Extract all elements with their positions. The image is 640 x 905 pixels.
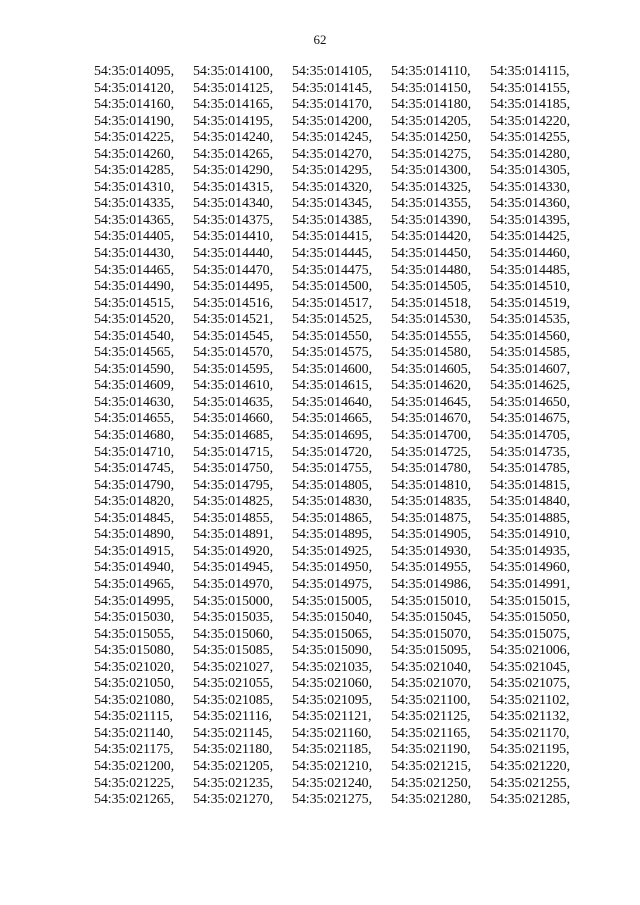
- cadastral-number: 54:35:014520,: [94, 312, 174, 328]
- cadastral-number: 54:35:014470,: [193, 262, 273, 278]
- cadastral-number-list: [94, 64, 594, 809]
- cadastral-number: 54:35:014445,: [292, 246, 372, 262]
- cadastral-number: 54:35:014310,: [94, 179, 174, 195]
- cadastral-number: 54:35:014285,: [94, 163, 174, 179]
- cadastral-number: 54:35:014995,: [94, 593, 174, 609]
- cadastral-number: 54:35:014165,: [193, 97, 273, 113]
- cadastral-number: 54:35:014450,: [391, 246, 471, 262]
- cadastral-number: 54:35:014240,: [193, 130, 273, 146]
- cadastral-number: 54:35:021132,: [490, 709, 570, 725]
- cadastral-number: 54:35:015070,: [391, 626, 471, 642]
- cadastral-number: 54:35:014895,: [292, 527, 372, 543]
- list-row: [94, 511, 594, 528]
- cadastral-number: 54:35:014390,: [391, 212, 471, 228]
- cadastral-number: 54:35:014517,: [292, 295, 372, 311]
- cadastral-number: 54:35:014600,: [292, 361, 372, 377]
- cadastral-number: 54:35:014930,: [391, 543, 471, 559]
- cadastral-number: 54:35:014270,: [292, 146, 372, 162]
- cadastral-number: 54:35:014655,: [94, 411, 174, 427]
- cadastral-number: 54:35:014845,: [94, 510, 174, 526]
- cadastral-number: 54:35:014440,: [193, 246, 273, 262]
- list-row: [94, 246, 594, 263]
- cadastral-number: 54:35:014365,: [94, 212, 174, 228]
- cadastral-number: 54:35:014385,: [292, 212, 372, 228]
- cadastral-number: 54:35:014530,: [391, 312, 471, 328]
- cadastral-number: 54:35:014300,: [391, 163, 471, 179]
- cadastral-number: 54:35:014620,: [391, 378, 471, 394]
- cadastral-number: 54:35:014905,: [391, 527, 471, 543]
- list-row: [94, 163, 594, 180]
- cadastral-number: 54:35:014840,: [490, 494, 570, 510]
- cadastral-number: 54:35:014560,: [490, 328, 570, 344]
- list-row: [94, 81, 594, 98]
- cadastral-number: 54:35:021027,: [193, 659, 273, 675]
- cadastral-number: 54:35:015045,: [391, 610, 471, 626]
- cadastral-number: 54:35:015075,: [490, 626, 570, 642]
- cadastral-number: 54:35:014975,: [292, 576, 372, 592]
- list-row: [94, 279, 594, 296]
- cadastral-number: 54:35:014700,: [391, 428, 471, 444]
- cadastral-number: 54:35:014290,: [193, 163, 273, 179]
- cadastral-number: 54:35:014420,: [391, 229, 471, 245]
- list-row: [94, 676, 594, 693]
- cadastral-number: 54:35:014430,: [94, 246, 174, 262]
- list-row: [94, 610, 594, 627]
- cadastral-number: 54:35:014580,: [391, 345, 471, 361]
- cadastral-number: 54:35:014891,: [193, 527, 273, 543]
- cadastral-number: 54:35:014260,: [94, 146, 174, 162]
- cadastral-number: 54:35:014695,: [292, 428, 372, 444]
- list-row: [94, 792, 594, 809]
- cadastral-number: 54:35:021175,: [94, 742, 174, 758]
- cadastral-number: 54:35:021115,: [94, 709, 173, 725]
- list-row: [94, 544, 594, 561]
- cadastral-number: 54:35:021235,: [193, 775, 273, 791]
- cadastral-number: 54:35:014855,: [193, 510, 273, 526]
- cadastral-number: 54:35:014115,: [490, 64, 570, 79]
- cadastral-number: 54:35:021050,: [94, 676, 174, 692]
- cadastral-number: 54:35:021116,: [193, 709, 272, 725]
- cadastral-number: 54:35:014755,: [292, 461, 372, 477]
- cadastral-number: 54:35:014180,: [391, 97, 471, 113]
- list-row: [94, 130, 594, 147]
- cadastral-number: 54:35:014665,: [292, 411, 372, 427]
- cadastral-number: 54:35:014875,: [391, 510, 471, 526]
- cadastral-number: 54:35:014955,: [391, 560, 471, 576]
- cadastral-number: 54:35:014519,: [490, 295, 570, 311]
- cadastral-number: 54:35:021270,: [193, 792, 273, 808]
- cadastral-number: 54:35:014495,: [193, 279, 273, 295]
- cadastral-number: 54:35:021070,: [391, 676, 471, 692]
- list-row: [94, 709, 594, 726]
- cadastral-number: 54:35:021225,: [94, 775, 174, 791]
- cadastral-number: 54:35:014715,: [193, 444, 273, 460]
- cadastral-number: 54:35:014095,: [94, 64, 174, 79]
- cadastral-number: 54:35:021100,: [391, 692, 471, 708]
- list-row: [94, 428, 594, 445]
- cadastral-number: 54:35:014950,: [292, 560, 372, 576]
- cadastral-number: 54:35:015090,: [292, 643, 372, 659]
- cadastral-number: 54:35:014805,: [292, 477, 372, 493]
- cadastral-number: 54:35:014795,: [193, 477, 273, 493]
- list-row: [94, 411, 594, 428]
- cadastral-number: 54:35:014415,: [292, 229, 372, 245]
- cadastral-number: 54:35:014650,: [490, 394, 570, 410]
- cadastral-number: 54:35:014325,: [391, 179, 471, 195]
- cadastral-number: 54:35:014725,: [391, 444, 471, 460]
- cadastral-number: 54:35:014280,: [490, 146, 570, 162]
- cadastral-number: 54:35:014780,: [391, 461, 471, 477]
- cadastral-number: 54:35:015000,: [193, 593, 273, 609]
- cadastral-number: 54:35:021085,: [193, 692, 273, 708]
- list-row: [94, 445, 594, 462]
- cadastral-number: 54:35:014935,: [490, 543, 570, 559]
- cadastral-number: 54:35:014125,: [193, 80, 273, 96]
- cadastral-number: 54:35:014960,: [490, 560, 570, 576]
- cadastral-number: 54:35:021185,: [292, 742, 372, 758]
- list-row: [94, 196, 594, 213]
- cadastral-number: 54:35:014630,: [94, 394, 174, 410]
- list-row: [94, 494, 594, 511]
- cadastral-number: 54:35:014100,: [193, 64, 273, 79]
- cadastral-number: 54:35:021215,: [391, 758, 471, 774]
- cadastral-number: 54:35:021205,: [193, 758, 273, 774]
- cadastral-number: 54:35:014360,: [490, 196, 570, 212]
- cadastral-number: 54:35:014915,: [94, 543, 174, 559]
- cadastral-number: 54:35:014335,: [94, 196, 174, 212]
- cadastral-number: 54:35:014635,: [193, 394, 273, 410]
- cadastral-number: 54:35:021075,: [490, 676, 570, 692]
- list-row: [94, 759, 594, 776]
- cadastral-number: 54:35:014710,: [94, 444, 174, 460]
- cadastral-number: 54:35:014535,: [490, 312, 570, 328]
- list-row: [94, 229, 594, 246]
- cadastral-number: 54:35:014660,: [193, 411, 273, 427]
- list-row: [94, 742, 594, 759]
- cadastral-number: 54:35:014190,: [94, 113, 174, 129]
- cadastral-number: 54:35:021080,: [94, 692, 174, 708]
- cadastral-number: 54:35:014830,: [292, 494, 372, 510]
- cadastral-number: 54:35:014485,: [490, 262, 570, 278]
- cadastral-number: 54:35:021060,: [292, 676, 372, 692]
- cadastral-number: 54:35:014925,: [292, 543, 372, 559]
- cadastral-number: 54:35:014790,: [94, 477, 174, 493]
- cadastral-number: 54:35:014540,: [94, 328, 174, 344]
- cadastral-number: 54:35:014550,: [292, 328, 372, 344]
- cadastral-number: 54:35:014920,: [193, 543, 273, 559]
- cadastral-number: 54:35:015055,: [94, 626, 174, 642]
- cadastral-number: 54:35:021125,: [391, 709, 471, 725]
- cadastral-number: 54:35:021165,: [391, 725, 471, 741]
- cadastral-number: 54:35:014145,: [292, 80, 372, 96]
- cadastral-number: 54:35:014245,: [292, 130, 372, 146]
- cadastral-number: 54:35:014460,: [490, 246, 570, 262]
- cadastral-number: 54:35:014605,: [391, 361, 471, 377]
- cadastral-number: 54:35:014475,: [292, 262, 372, 278]
- cadastral-number: 54:35:014585,: [490, 345, 570, 361]
- cadastral-number: 54:35:015095,: [391, 643, 471, 659]
- cadastral-number: 54:35:021102,: [490, 692, 570, 708]
- page-number: 62: [313, 32, 327, 47]
- cadastral-number: 54:35:014170,: [292, 97, 372, 113]
- cadastral-number: 54:35:014675,: [490, 411, 570, 427]
- cadastral-number: 54:35:014525,: [292, 312, 372, 328]
- cadastral-number: 54:35:014200,: [292, 113, 372, 129]
- cadastral-number: 54:35:021020,: [94, 659, 174, 675]
- cadastral-number: 54:35:014345,: [292, 196, 372, 212]
- list-row: [94, 594, 594, 611]
- cadastral-number: 54:35:014670,: [391, 411, 471, 427]
- cadastral-number: 54:35:014986,: [391, 576, 471, 592]
- cadastral-number: 54:35:021190,: [391, 742, 471, 758]
- cadastral-number: 54:35:014185,: [490, 97, 570, 113]
- list-row: [94, 560, 594, 577]
- cadastral-number: 54:35:014340,: [193, 196, 273, 212]
- list-row: [94, 693, 594, 710]
- cadastral-number: 54:35:014610,: [193, 378, 273, 394]
- list-row: [94, 776, 594, 793]
- cadastral-number: 54:35:014375,: [193, 212, 273, 228]
- cadastral-number: 54:35:014735,: [490, 444, 570, 460]
- cadastral-number: 54:35:014595,: [193, 361, 273, 377]
- cadastral-number: 54:35:014750,: [193, 461, 273, 477]
- cadastral-number: 54:35:014355,: [391, 196, 471, 212]
- cadastral-number: 54:35:015030,: [94, 610, 174, 626]
- cadastral-number: 54:35:021055,: [193, 676, 273, 692]
- list-row: [94, 345, 594, 362]
- cadastral-number: 54:35:014705,: [490, 428, 570, 444]
- cadastral-number: 54:35:014395,: [490, 212, 570, 228]
- cadastral-number: 54:35:021170,: [490, 725, 570, 741]
- list-row: [94, 64, 594, 81]
- cadastral-number: 54:35:014745,: [94, 461, 174, 477]
- cadastral-number: 54:35:014940,: [94, 560, 174, 576]
- cadastral-number: 54:35:015005,: [292, 593, 372, 609]
- cadastral-number: 54:35:014255,: [490, 130, 570, 146]
- list-row: [94, 660, 594, 677]
- cadastral-number: 54:35:014120,: [94, 80, 174, 96]
- cadastral-number: 54:35:015080,: [94, 643, 174, 659]
- cadastral-number: 54:35:014565,: [94, 345, 174, 361]
- list-row: [94, 114, 594, 131]
- list-row: [94, 395, 594, 412]
- cadastral-number: 54:35:014490,: [94, 279, 174, 295]
- cadastral-number: 54:35:014910,: [490, 527, 570, 543]
- list-row: [94, 329, 594, 346]
- cadastral-number: 54:35:021145,: [193, 725, 273, 741]
- cadastral-number: 54:35:015015,: [490, 593, 570, 609]
- cadastral-number: 54:35:021275,: [292, 792, 372, 808]
- cadastral-number: 54:35:014155,: [490, 80, 570, 96]
- cadastral-number: 54:35:014615,: [292, 378, 372, 394]
- cadastral-number: 54:35:014609,: [94, 378, 174, 394]
- cadastral-number: 54:35:021180,: [193, 742, 273, 758]
- list-row: [94, 213, 594, 230]
- list-row: [94, 97, 594, 114]
- cadastral-number: 54:35:014205,: [391, 113, 471, 129]
- cadastral-number: 54:35:015065,: [292, 626, 372, 642]
- cadastral-number: 54:35:014575,: [292, 345, 372, 361]
- cadastral-number: 54:35:014685,: [193, 428, 273, 444]
- list-row: [94, 726, 594, 743]
- cadastral-number: 54:35:014970,: [193, 576, 273, 592]
- cadastral-number: 54:35:014835,: [391, 494, 471, 510]
- cadastral-number: 54:35:014945,: [193, 560, 273, 576]
- cadastral-number: 54:35:014965,: [94, 576, 174, 592]
- list-row: [94, 147, 594, 164]
- cadastral-number: 54:35:014480,: [391, 262, 471, 278]
- cadastral-number: 54:35:014785,: [490, 461, 570, 477]
- cadastral-number: 54:35:021280,: [391, 792, 471, 808]
- cadastral-number: 54:35:021006,: [490, 643, 570, 659]
- cadastral-number: 54:35:014545,: [193, 328, 273, 344]
- cadastral-number: 54:35:014195,: [193, 113, 273, 129]
- cadastral-number: 54:35:014510,: [490, 279, 570, 295]
- cadastral-number: 54:35:014295,: [292, 163, 372, 179]
- cadastral-number: 54:35:014220,: [490, 113, 570, 129]
- cadastral-number: 54:35:014265,: [193, 146, 273, 162]
- cadastral-number: 54:35:014516,: [193, 295, 273, 311]
- cadastral-number: 54:35:014555,: [391, 328, 471, 344]
- cadastral-number: 54:35:021040,: [391, 659, 471, 675]
- cadastral-number: 54:35:014275,: [391, 146, 471, 162]
- cadastral-number: 54:35:014515,: [94, 295, 174, 311]
- cadastral-number: 54:35:021255,: [490, 775, 570, 791]
- cadastral-number: 54:35:014330,: [490, 179, 570, 195]
- cadastral-number: 54:35:021121,: [292, 709, 372, 725]
- cadastral-number: 54:35:021095,: [292, 692, 372, 708]
- cadastral-number: 54:35:014305,: [490, 163, 570, 179]
- cadastral-number: 54:35:014320,: [292, 179, 372, 195]
- cadastral-number: 54:35:014815,: [490, 477, 570, 493]
- list-row: [94, 296, 594, 313]
- list-row: [94, 312, 594, 329]
- cadastral-number: 54:35:014890,: [94, 527, 174, 543]
- cadastral-number: 54:35:014820,: [94, 494, 174, 510]
- cadastral-number: 54:35:014105,: [292, 64, 372, 79]
- cadastral-number: 54:35:021045,: [490, 659, 570, 675]
- cadastral-number: 54:35:014607,: [490, 361, 570, 377]
- cadastral-number: 54:35:014625,: [490, 378, 570, 394]
- cadastral-number: 54:35:014810,: [391, 477, 471, 493]
- cadastral-number: 54:35:015010,: [391, 593, 471, 609]
- cadastral-number: 54:35:014225,: [94, 130, 174, 146]
- cadastral-number: 54:35:014425,: [490, 229, 570, 245]
- cadastral-number: 54:35:021195,: [490, 742, 570, 758]
- cadastral-number: 54:35:014825,: [193, 494, 273, 510]
- cadastral-number: 54:35:021250,: [391, 775, 471, 791]
- cadastral-number: 54:35:014150,: [391, 80, 471, 96]
- cadastral-number: 54:35:014991,: [490, 576, 570, 592]
- cadastral-number: 54:35:021035,: [292, 659, 372, 675]
- cadastral-number: 54:35:014521,: [193, 312, 273, 328]
- cadastral-number: 54:35:015085,: [193, 643, 273, 659]
- cadastral-number: 54:35:014720,: [292, 444, 372, 460]
- list-row: [94, 478, 594, 495]
- cadastral-number: 54:35:015035,: [193, 610, 273, 626]
- cadastral-number: 54:35:014500,: [292, 279, 372, 295]
- list-row: [94, 461, 594, 478]
- cadastral-number: 54:35:014885,: [490, 510, 570, 526]
- list-row: [94, 362, 594, 379]
- cadastral-number: 54:35:014680,: [94, 428, 174, 444]
- cadastral-number: 54:35:015050,: [490, 610, 570, 626]
- cadastral-number: 54:35:021140,: [94, 725, 174, 741]
- cadastral-number: 54:35:014250,: [391, 130, 471, 146]
- cadastral-number: 54:35:021200,: [94, 758, 174, 774]
- cadastral-number: 54:35:014640,: [292, 394, 372, 410]
- list-row: [94, 577, 594, 594]
- list-row: [94, 263, 594, 280]
- cadastral-number: 54:35:014315,: [193, 179, 273, 195]
- cadastral-number: 54:35:014410,: [193, 229, 273, 245]
- list-row: [94, 180, 594, 197]
- list-row: [94, 527, 594, 544]
- cadastral-number: 54:35:014518,: [391, 295, 471, 311]
- cadastral-number: 54:35:014590,: [94, 361, 174, 377]
- cadastral-number: 54:35:014865,: [292, 510, 372, 526]
- list-row: [94, 378, 594, 395]
- cadastral-number: 54:35:014465,: [94, 262, 174, 278]
- cadastral-number: 54:35:021160,: [292, 725, 372, 741]
- cadastral-number: 54:35:015040,: [292, 610, 372, 626]
- cadastral-number: 54:35:014160,: [94, 97, 174, 113]
- cadastral-number: 54:35:021240,: [292, 775, 372, 791]
- cadastral-number: 54:35:014405,: [94, 229, 174, 245]
- cadastral-number: 54:35:014110,: [391, 64, 471, 79]
- cadastral-number: 54:35:021210,: [292, 758, 372, 774]
- cadastral-number: 54:35:021220,: [490, 758, 570, 774]
- list-row: [94, 627, 594, 644]
- cadastral-number: 54:35:014570,: [193, 345, 273, 361]
- cadastral-number: 54:35:014505,: [391, 279, 471, 295]
- cadastral-number: 54:35:014645,: [391, 394, 471, 410]
- cadastral-number: 54:35:021285,: [490, 792, 570, 808]
- cadastral-number: 54:35:015060,: [193, 626, 273, 642]
- cadastral-number: 54:35:021265,: [94, 792, 174, 808]
- list-row: [94, 643, 594, 660]
